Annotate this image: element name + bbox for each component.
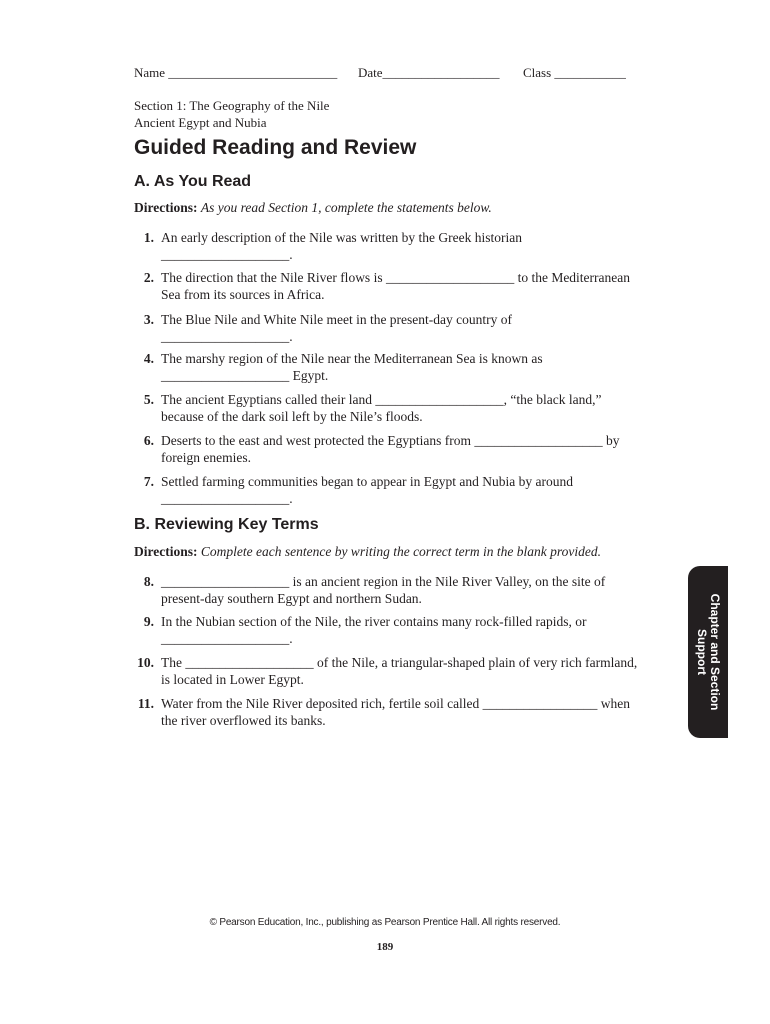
part-b-directions [134, 544, 601, 560]
question-item [134, 473, 644, 507]
directions-label: Directions: [134, 200, 198, 215]
question-number: 11. [137, 696, 154, 711]
class-field[interactable]: Class ___________ [523, 65, 626, 80]
question-text[interactable]: Deserts to the east and west protected the Egyptians from ___________________ by foreign enemies. [161, 433, 620, 465]
question-text[interactable]: An early description of the Nile was written by the Greek historian ___________________. [161, 230, 523, 262]
question-number: 7. [143, 474, 154, 489]
section-info [134, 97, 329, 131]
question-item [134, 432, 644, 466]
question-text[interactable]: Water from the Nile River deposited rich, fertile soil called _________________ when the river overflowed its banks. [161, 696, 631, 728]
date-field[interactable]: Date__________________ [358, 65, 500, 80]
question-text[interactable]: Settled farming communities began to appear in Egypt and Nubia by around ___________________. [161, 474, 574, 506]
directions-text: Complete each sentence by writing the correct term in the blank provided. [200, 544, 602, 559]
question-number: 8. [143, 574, 154, 589]
name-field[interactable]: Name __________________________ [134, 65, 338, 80]
question-number: 4. [143, 351, 154, 366]
question-item [134, 311, 644, 345]
question-item [134, 613, 644, 647]
page-number: 189 [376, 941, 394, 953]
page-title: Guided Reading and Review [134, 136, 417, 159]
tab-label-line1: Chapter and Section [708, 593, 722, 711]
directions-label: Directions: [134, 544, 198, 559]
question-text[interactable]: The Blue Nile and White Nile meet in the present-day country of ___________________. [161, 312, 513, 344]
question-number: 6. [143, 433, 154, 448]
directions-text: As you read Section 1, complete the statements below. [200, 200, 492, 215]
question-item [134, 573, 644, 607]
part-a-directions [134, 200, 492, 216]
question-text[interactable]: The direction that the Nile River flows is ___________________ to the Mediterranean Sea from its sources in Africa. [161, 270, 631, 302]
question-number: 2. [143, 270, 154, 285]
question-item [134, 695, 644, 729]
question-number: 10. [137, 655, 154, 670]
question-item [134, 654, 644, 688]
question-number: 1. [143, 230, 154, 245]
question-item [134, 229, 644, 263]
copyright-notice: © Pearson Education, Inc., publishing as Pearson Prentice Hall. All rights reserved. [209, 917, 561, 928]
chapter-title: Ancient Egypt and Nubia [134, 115, 267, 130]
question-item [134, 269, 644, 303]
question-text[interactable]: ___________________ is an ancient region in the Nile River Valley, on the site of present-day southern Egypt and northern Sudan. [161, 574, 606, 606]
question-text[interactable]: The ancient Egyptians called their land ___________________, “the black land,” because of the dark soil left by the Nile’s floods. [161, 392, 602, 424]
section-title: Section 1: The Geography of the Nile [134, 98, 330, 113]
chapter-section-support-tab [688, 566, 728, 738]
part-a-heading: A. As You Read [134, 173, 252, 190]
question-number: 3. [143, 312, 154, 327]
question-number: 5. [143, 392, 154, 407]
question-text[interactable]: The marshy region of the Nile near the Mediterranean Sea is known as ___________________ Egypt. [161, 351, 543, 383]
tab-label-line2: Support [695, 629, 709, 675]
question-number: 9. [143, 614, 154, 629]
part-b-heading: B. Reviewing Key Terms [134, 516, 319, 533]
question-text[interactable]: In the Nubian section of the Nile, the river contains many rock-filled rapids, or ___________________. [161, 614, 587, 646]
question-item [134, 391, 644, 425]
question-item [134, 350, 644, 384]
question-text[interactable]: The ___________________ of the Nile, a triangular-shaped plain of very rich farmland, is located in Lower Egypt. [161, 655, 638, 687]
